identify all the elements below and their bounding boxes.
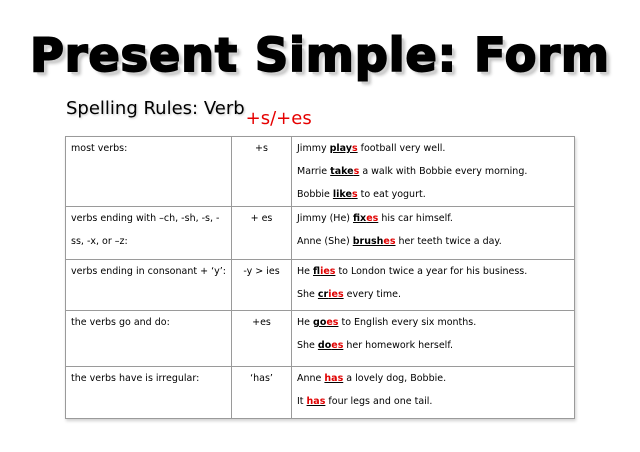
rule-cell: most verbs: <box>66 137 232 207</box>
example-sentence: Marrie takes a walk with Bobbie every morning. <box>297 166 528 177</box>
verb: fixes <box>353 213 379 224</box>
verb: cries <box>317 289 344 300</box>
example-sentence: Anne (She) brushes her teeth twice a day. <box>297 236 502 247</box>
example-sentence: Bobbie likes to eat yogurt. <box>297 189 426 200</box>
rule-cell: verbs ending in consonant + ‘y’: <box>66 260 232 311</box>
spelling-rules-table <box>65 136 575 419</box>
table-row <box>66 311 575 367</box>
verb: has <box>306 396 326 407</box>
verb: has <box>324 373 344 384</box>
verb: does <box>317 340 344 351</box>
rule-cell: the verbs go and do: <box>66 311 232 367</box>
page-title: Present Simple: Form <box>30 28 610 82</box>
examples-cell <box>292 311 575 367</box>
example-sentence: It has four legs and one tail. <box>297 396 433 407</box>
verb: goes <box>313 317 339 328</box>
verb: brushes <box>352 236 396 247</box>
rule-cell: verbs ending with –ch, -sh, -s, -ss, -x, or –z: <box>66 207 232 260</box>
ending-cell: -y > ies <box>232 260 292 311</box>
example-sentence: She cries every time. <box>297 289 401 300</box>
examples-cell <box>292 260 575 311</box>
table-row <box>66 260 575 311</box>
ending-cell: +es <box>232 311 292 367</box>
subtitle-text: Spelling Rules: Verb <box>66 98 245 119</box>
ending-cell: + es <box>232 207 292 260</box>
ending-cell: +s <box>232 137 292 207</box>
verb: plays <box>329 143 358 154</box>
subtitle <box>66 98 312 129</box>
table-row <box>66 367 575 419</box>
verb: likes <box>332 189 358 200</box>
example-sentence: Jimmy plays football very well. <box>297 143 446 154</box>
example-sentence: Anne has a lovely dog, Bobbie. <box>297 373 447 384</box>
verb: takes <box>330 166 360 177</box>
example-sentence: He flies to London twice a year for his business. <box>297 266 528 277</box>
examples-cell <box>292 367 575 419</box>
example-sentence: He goes to English every six months. <box>297 317 477 328</box>
rule-cell: the verbs have is irregular: <box>66 367 232 419</box>
verb: flies <box>313 266 336 277</box>
subtitle-suffix: +s/+es <box>245 108 312 129</box>
example-sentence: She does her homework herself. <box>297 340 453 351</box>
ending-cell: ‘has’ <box>232 367 292 419</box>
examples-cell <box>292 137 575 207</box>
example-sentence: Jimmy (He) fixes his car himself. <box>297 213 453 224</box>
table-row <box>66 137 575 207</box>
examples-cell <box>292 207 575 260</box>
table-row <box>66 207 575 260</box>
